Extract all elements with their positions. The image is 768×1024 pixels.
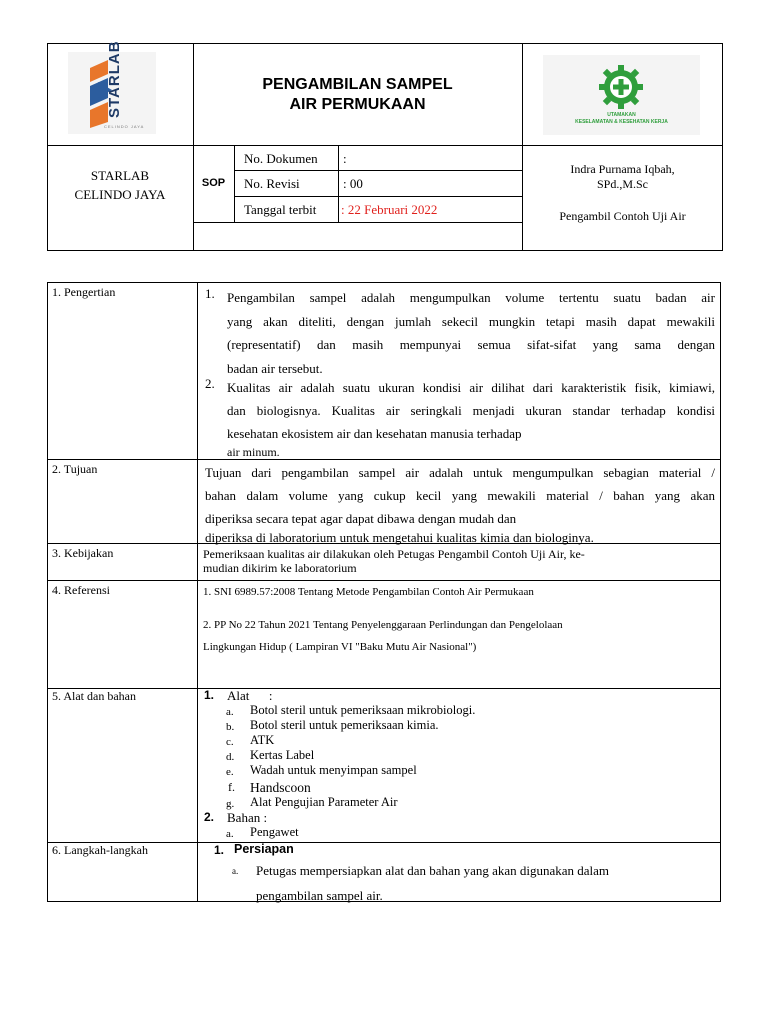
doc-value-revisi: : 00 bbox=[343, 176, 363, 191]
k3-gear-cross-icon bbox=[596, 63, 646, 111]
referensi-2-line-2: Lingkungan Hidup ( Lampiran VI "Baku Mutu Air Nasional") bbox=[203, 641, 477, 653]
text-line: Pengambilan sampel adalah mengumpulkan volume tertentu suatu badan air bbox=[227, 290, 715, 305]
list-item bbox=[250, 718, 439, 733]
list-item bbox=[226, 734, 234, 750]
item-letter: a. bbox=[226, 706, 234, 718]
doc-label-tanggal: Tanggal terbit bbox=[244, 202, 317, 217]
text-line: Pemeriksaan kualitas air dilakukan oleh Petugas Pengambil Contoh Uji Air, ke- bbox=[203, 547, 585, 561]
list-item bbox=[250, 825, 299, 840]
label-kebijakan: 3. Kebijakan bbox=[52, 546, 114, 560]
alat-num: 1. bbox=[204, 688, 215, 702]
label-pengertian: 1. Pengertian bbox=[52, 285, 116, 299]
signer-block bbox=[522, 162, 723, 192]
item-letter: e. bbox=[226, 766, 234, 778]
text-line: yang akan diteliti, dengan jumlah sekecil mungkin tetapi masih dapat mewakili bbox=[227, 313, 715, 329]
sub-step-line-1: Petugas mempersiapkan alat dan bahan yang akan digunakan dalam bbox=[256, 863, 610, 878]
logo-text: STARLAB bbox=[106, 40, 123, 118]
text-line: diperiksa di laboratorium untuk mengetahui kualitas kimia dan biologinya. bbox=[205, 530, 594, 545]
list-item bbox=[226, 764, 234, 780]
bahan-num: 2. bbox=[204, 810, 215, 824]
label-alat-bahan: 5. Alat dan bahan bbox=[52, 689, 136, 703]
signer-degree: SPd.,M.Sc bbox=[596, 177, 649, 191]
list-item bbox=[250, 733, 274, 748]
alat-title: Alat : bbox=[227, 688, 273, 703]
item-text: Botol steril untuk pemeriksaan kimia. bbox=[250, 718, 439, 732]
kebijakan-para bbox=[203, 547, 715, 575]
item-text: Alat Pengujian Parameter Air bbox=[250, 795, 398, 809]
list-item bbox=[226, 704, 234, 720]
item-text: Botol steril untuk pemeriksaan mikrobiologi. bbox=[250, 703, 476, 717]
pengertian-para-1 bbox=[227, 286, 715, 380]
list-item bbox=[226, 719, 234, 735]
signer-role: Pengambil Contoh Uji Air bbox=[559, 209, 686, 223]
item-text: Handscoon bbox=[250, 780, 311, 795]
sop-label: SOP bbox=[201, 177, 226, 189]
item-text: Kertas Label bbox=[250, 748, 315, 762]
sub-step-letter: a. bbox=[232, 866, 239, 876]
sub-step-line-2: pengambilan sampel air. bbox=[256, 888, 383, 903]
text-line: air minum. bbox=[227, 445, 280, 459]
tujuan-para bbox=[205, 461, 715, 546]
text-line: badan air tersebut. bbox=[227, 360, 323, 376]
pengertian-num-2: 2. bbox=[205, 376, 215, 391]
doc-label-revisi: No. Revisi bbox=[244, 176, 300, 191]
label-langkah: 6. Langkah-langkah bbox=[52, 843, 148, 857]
list-item bbox=[226, 826, 234, 842]
logo-tagline: CELINDO JAYA bbox=[104, 124, 145, 129]
starlab-logo bbox=[68, 40, 156, 134]
item-text: Pengawet bbox=[250, 825, 299, 839]
item-text: ATK bbox=[250, 733, 275, 747]
text-line: mudian dikirim ke laboratorium bbox=[203, 561, 357, 575]
pengertian-para-2 bbox=[227, 376, 715, 459]
label-referensi: 4. Referensi bbox=[52, 583, 110, 597]
referensi-1: 1. SNI 6989.57:2008 Tentang Metode Pengambilan Contoh Air Permukaan bbox=[203, 586, 534, 598]
referensi-2-line-1: 2. PP No 22 Tahun 2021 Tentang Penyelenggaraan Perlindungan dan Pengelolaan bbox=[203, 619, 563, 631]
step-title: Persiapan bbox=[234, 842, 294, 856]
list-item bbox=[250, 703, 475, 718]
doc-label-nomor: No. Dokumen bbox=[244, 151, 318, 166]
list-item bbox=[226, 749, 234, 765]
bahan-title: Bahan : bbox=[227, 810, 268, 825]
text-line: kesehatan ekosistem air dan kesehatan manusia terhadap bbox=[227, 426, 522, 441]
text-line: Kualitas air adalah suatu ukuran kondisi air dilihat dari karakteristik fisik, kimiawi, bbox=[227, 380, 715, 395]
text-line: diperiksa secara tepat agar dapat dibawa dengan mudah dan bbox=[205, 511, 517, 526]
list-item bbox=[250, 763, 417, 778]
item-text: Wadah untuk menyimpan sampel bbox=[250, 763, 417, 777]
org-line-1: STARLAB bbox=[90, 168, 150, 183]
label-tujuan: 2. Tujuan bbox=[52, 462, 98, 476]
item-letter: b. bbox=[226, 721, 235, 733]
item-letter: a. bbox=[226, 828, 234, 840]
list-item bbox=[250, 748, 314, 763]
page-title bbox=[193, 75, 522, 115]
doc-value-nomor: : bbox=[343, 151, 347, 166]
org-name bbox=[47, 166, 193, 204]
text-line: bahan dalam volume yang cukup kecil yang mewakili material / bahan yang akan bbox=[205, 488, 715, 503]
k3-line-1: UTAMAKAN bbox=[607, 112, 636, 118]
pengertian-num-1: 1. bbox=[205, 286, 215, 301]
org-line-2: CELINDO JAYA bbox=[74, 187, 166, 202]
title-line-2: AIR PERMUKAAN bbox=[289, 96, 426, 113]
list-item bbox=[250, 780, 311, 796]
signer-name: Indra Purnama Iqbah, bbox=[570, 162, 675, 176]
text-line: (representatif) dan masih mempunyai semua sifat-sifat yang sama dengan bbox=[227, 337, 715, 352]
k3-line-2: KESELAMATAN & KESEHATAN KERJA bbox=[575, 119, 668, 125]
doc-value-tanggal: : 22 Februari 2022 bbox=[341, 202, 438, 217]
k3-logo bbox=[543, 55, 700, 135]
list-item bbox=[250, 795, 398, 810]
item-letter: d. bbox=[226, 751, 235, 763]
text-line: Tujuan dari pengambilan sampel air adalah untuk mengumpulkan sebagian material / bbox=[205, 465, 715, 480]
step-num: 1. bbox=[214, 843, 225, 857]
list-item bbox=[228, 780, 235, 795]
item-letter: g. bbox=[226, 798, 235, 810]
text-line: dan biologisnya. Kualitas air seringkali menjadi ukuran standar terhadap kondisi bbox=[227, 403, 715, 418]
item-letter: f. bbox=[228, 780, 235, 794]
item-letter: c. bbox=[226, 736, 234, 748]
title-line-1: PENGAMBILAN SAMPEL bbox=[262, 76, 453, 93]
